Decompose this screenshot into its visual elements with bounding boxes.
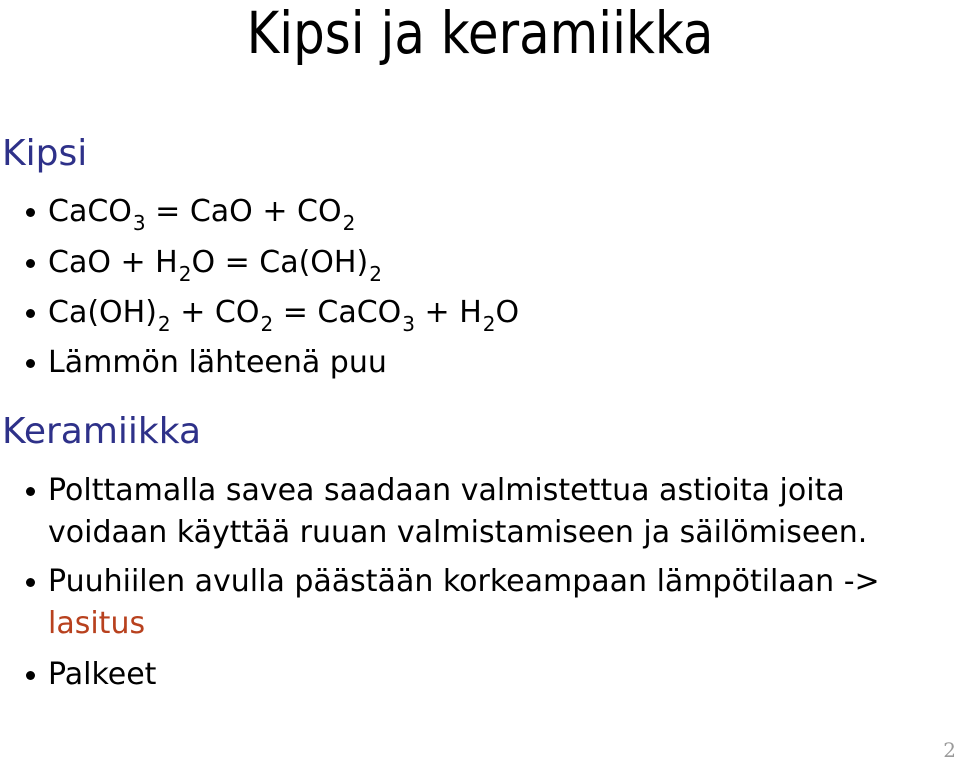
formula-subscript: 3 — [402, 312, 416, 336]
accent-term-lasitus: lasitus — [48, 606, 146, 641]
formula-subscript: 2 — [178, 262, 192, 286]
formula-subscript: 2 — [482, 312, 496, 336]
bullet-dot — [26, 578, 35, 587]
bullet-dot — [26, 208, 35, 217]
formula-text: CaCO — [48, 194, 132, 229]
bullet-dot — [26, 671, 35, 680]
bullet-text — [48, 561, 948, 645]
section-heading-kipsi: Kipsi — [2, 133, 88, 174]
bullet-text-main: Puuhiilen avulla päästään korkeampaan lämpötilaan -> — [48, 564, 880, 599]
section-heading-keramiikka: Keramiikka — [2, 411, 202, 452]
slide-title: Kipsi ja keramiikka — [246, 0, 714, 67]
formula-text: CaO + H — [48, 245, 178, 280]
formula-subscript: 2 — [157, 312, 171, 336]
formula-text: + H — [415, 295, 482, 330]
formula-text: O = Ca(OH) — [191, 245, 369, 280]
formula-text: + CO — [170, 295, 260, 330]
formula-text: = CaCO — [273, 295, 402, 330]
bullet-text — [48, 194, 356, 235]
bullet-text: Lämmön lähteenä puu — [48, 345, 387, 380]
bullet-dot — [26, 359, 35, 368]
bullet-dot — [26, 259, 35, 268]
formula-text: Ca(OH) — [48, 295, 157, 330]
bullet-dot — [26, 487, 35, 496]
bullet-text — [48, 245, 382, 286]
bullet-text — [48, 295, 520, 336]
page-number: 2 — [943, 738, 956, 762]
formula-text: O — [495, 295, 520, 330]
formula-subscript: 3 — [132, 211, 146, 235]
formula-subscript: 2 — [260, 312, 274, 336]
formula-text: = CaO + CO — [145, 194, 342, 229]
bullet-text: Palkeet — [48, 657, 157, 692]
bullet-text: Polttamalla savea saadaan valmistettua astioita joita voidaan käyttää ruuan valmistamiseen ja säilömiseen. — [48, 473, 868, 550]
bullet-dot — [26, 309, 35, 318]
formula-subscript: 2 — [369, 262, 382, 286]
formula-subscript: 2 — [342, 211, 356, 235]
